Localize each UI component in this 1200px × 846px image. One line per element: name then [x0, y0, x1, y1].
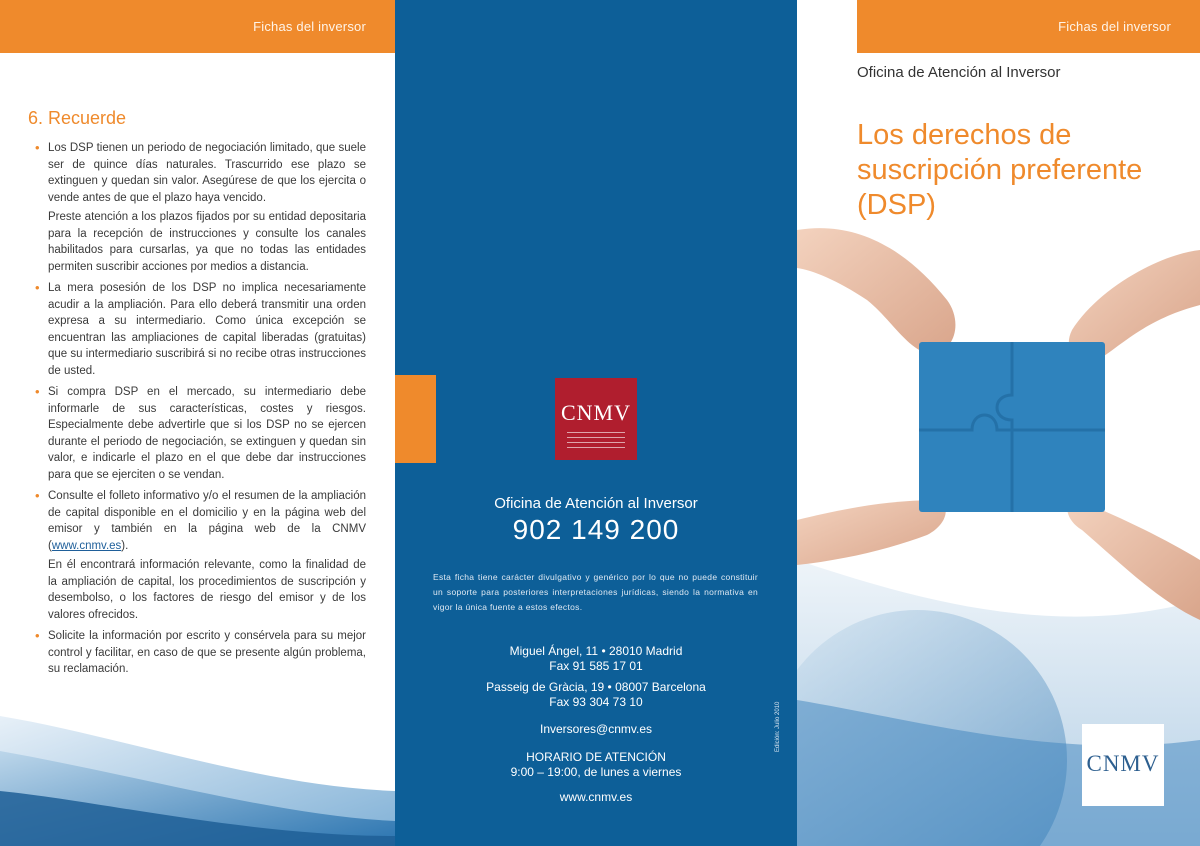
list-item [48, 140, 366, 275]
bullet-text: En él encontrará información relevante, como la finalidad de la ampliación de capital, los procedimientos de suscripción y desembolso, o los factores de riesgo del emisor y de los valores ofrecidos. [48, 559, 366, 621]
left-panel [0, 0, 395, 846]
list-item [48, 384, 366, 483]
office-subtitle: Oficina de Atención al Inversor [857, 64, 1061, 81]
recommendations-list [48, 140, 366, 683]
phone-number[interactable]: 902 149 200 [512, 514, 680, 545]
bullet-text: Preste atención a los plazos fijados por su entidad depositaria para la recepción de instrucciones y consulte los canales habilitados para cursarlas, ya que no todas las entidades permiten suscribir acciones por medios a distancia. [48, 211, 366, 273]
bullet-text: • Si compra DSP en el mercado, su intermediario debe informarle de sus características, costes y riesgos. Especialmente debe advertirle que si los DSP no se ejercen durante el periodo de negociación, se extinguen y quedan sin valor, e indicarle el plazo en el que debe dar instrucciones para que se ejerciten o se vendan. [48, 386, 366, 481]
bullet-text: • Solicite la información por escrito y consérvela para su mejor control y facilitar, en caso de que se presente algún problema, su reclamación. [48, 630, 366, 675]
barcelona-address: Passeig de Gràcia, 19 • 08007 Barcelona [486, 680, 706, 694]
page-title: Los derechos de suscripción preferente (DSP) [857, 119, 1143, 221]
madrid-fax: Fax 91 585 17 01 [549, 659, 643, 673]
office-title: Oficina de Atención al Inversor [494, 495, 698, 512]
hand-top-left [797, 228, 955, 355]
header-label: Fichas del inversor [1058, 19, 1171, 34]
bullet-text-part: Consulte el folleto informativo y/o el resumen de la ampliación de capital disponible en el domicilio y en la página web del emisor y también en la página web de la CNMV ( [48, 490, 366, 552]
cnmv-logo-white [1082, 724, 1164, 806]
list-item [48, 628, 366, 678]
logo-lines [567, 432, 625, 452]
hours-text: 9:00 – 19:00, de lunes a viernes [510, 765, 682, 779]
madrid-address: Miguel Ángel, 11 • 28010 Madrid [509, 644, 683, 658]
bullet-text: • Los DSP tienen un periodo de negociación limitado, que suele ser de quince días naturales. Trascurrido ese plazo se extinguen y quedan sin valor. Asegúrese de que los ejercita o vende antes de que el plazo haya vencido. [48, 142, 366, 204]
bullet-text [48, 488, 366, 554]
email-link[interactable]: Inversores@cnmv.es [540, 722, 652, 736]
logo-text: CNMV [1086, 751, 1160, 776]
disclaimer: Esta ficha tiene carácter divulgativo y genérico por lo que no puede constituir un soporte para posteriores interpretaciones jurídicas, siendo la normativa en vigor la única fuente a estos efectos. [433, 572, 758, 612]
hours-title: HORARIO DE ATENCIÓN [526, 750, 666, 764]
hand-bottom-right [1067, 500, 1200, 620]
list-item [48, 488, 366, 623]
website-link[interactable]: www.cnmv.es [559, 790, 633, 804]
wave-decoration [0, 696, 395, 846]
bullet-text-part: ). [121, 539, 129, 552]
barcelona-fax: Fax 93 304 73 10 [549, 695, 643, 709]
cnmv-link[interactable]: www.cnmv.es [51, 539, 122, 552]
orange-accent [395, 375, 436, 463]
header-label: Fichas del inversor [253, 19, 366, 34]
section-title: 6. Recuerde [28, 108, 127, 128]
header-bar [0, 0, 395, 53]
cnmv-logo [555, 378, 637, 460]
bullet-text: • La mera posesión de los DSP no implica necesariamente acudir a la ampliación. Para ello deberá transmitir una orden expresa a su intermediario. Como única excepción se encuentran las ampliaciones de capital liberadas (gratuitas) que su intermediario suscribirá si no recibe otras instrucciones de usted. [48, 282, 366, 377]
logo-text: CNMV [560, 400, 631, 425]
edition-note: Edición: Julio 2010 [775, 701, 781, 752]
list-item [48, 280, 366, 379]
header-bar [857, 0, 1200, 53]
middle-panel [395, 0, 797, 846]
right-panel [797, 0, 1200, 846]
